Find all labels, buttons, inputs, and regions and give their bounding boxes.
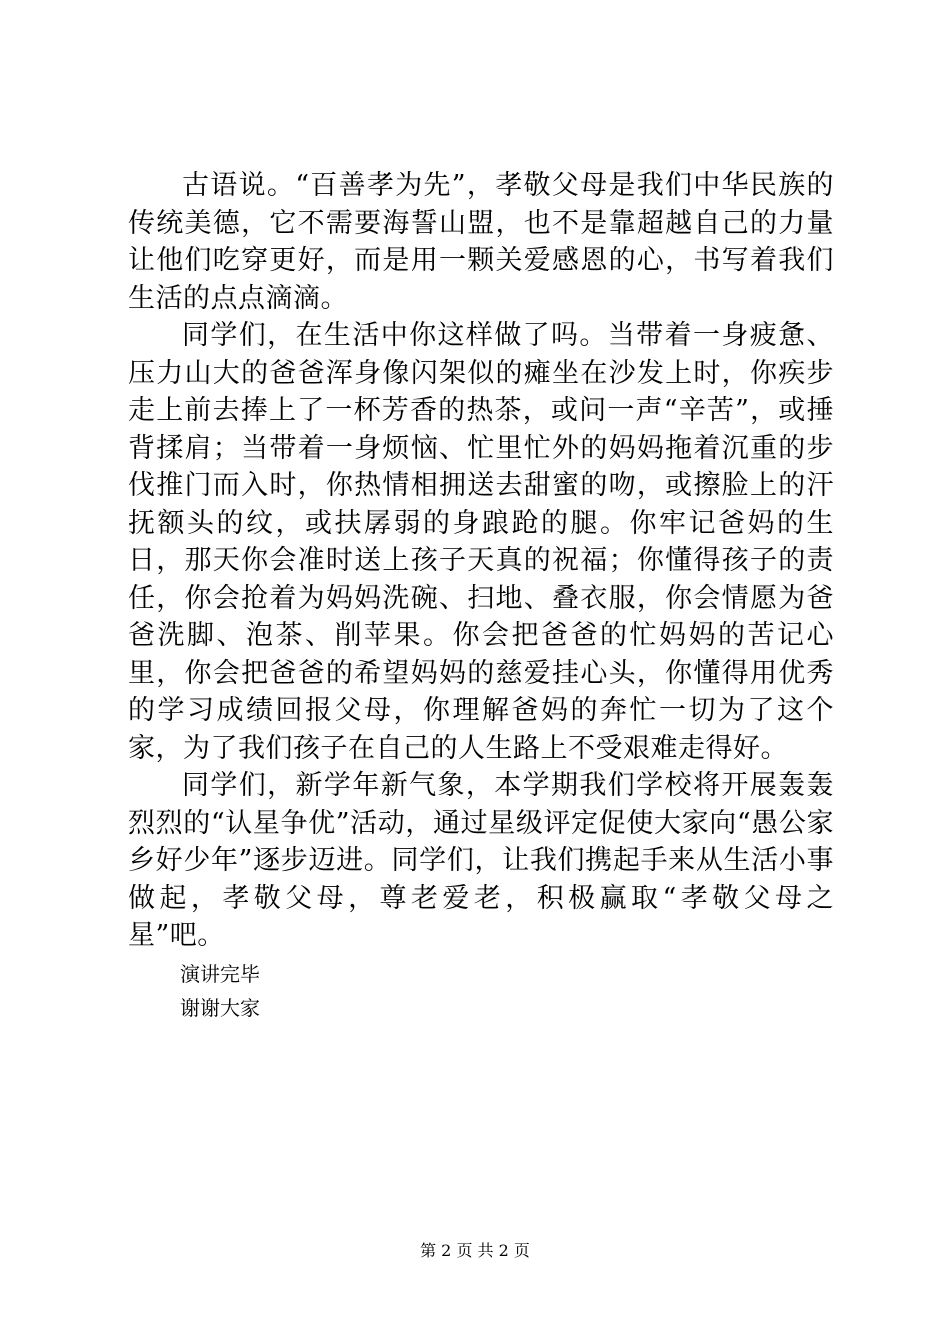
document-body — [128, 167, 834, 1025]
closing-thanks: 谢谢大家 — [180, 995, 260, 1020]
page-footer: 第 2 页 共 2 页 — [420, 1241, 530, 1260]
paragraph-daily-life: 同学们，在生活中你这样做了吗。当带着一身疲惫、压力山大的爸爸浑身像闪架似的瘫坐在沙发上时，你疾步走上前去捧上了一杯芳香的热茶，或问一声“辛苦”，或捶背揉肩；当带着一身烦恼、忙里忙外的妈妈拖着沉重的步伐推门而入时，你热情相拥送去甜蜜的吻，或擦脸上的汗抚额头的纹，或扶孱弱的身踉跄的腿。你牢记爸妈的生日，那天你会准时送上孩子天真的祝福；你懂得孩子的责任，你会抢着为妈妈洗碗、扫地、叠衣服，你会情愿为爸爸洗脚、泡茶、削苹果。你会把爸爸的忙妈妈的苦记心里，你会把爸爸的希望妈妈的慈爱挂心头，你懂得用优秀的学习成绩回报父母，你理解爸妈的奔忙一切为了这个家，为了我们孩子在自己的人生路上不受艰难走得好。 — [128, 320, 834, 764]
closing-speech-end: 演讲完毕 — [180, 961, 260, 986]
paragraph-activity: 同学们，新学年新气象，本学期我们学校将开展轰轰烈烈的“认星争优”活动，通过星级评定促使大家向“愚公家乡好少年”逐步迈进。同学们，让我们携起手来从生活小事做起，孝敬父母，尊老爱老，积极赢取“孝敬父母之星”吧。 — [128, 770, 834, 951]
paragraph-intro: 古语说。“百善孝为先”，孝敬父母是我们中华民族的传统美德，它不需要海誓山盟，也不是靠超越自己的力量让他们吃穿更好，而是用一颗关爱感恩的心，书写着我们生活的点点滴滴。 — [128, 170, 834, 314]
